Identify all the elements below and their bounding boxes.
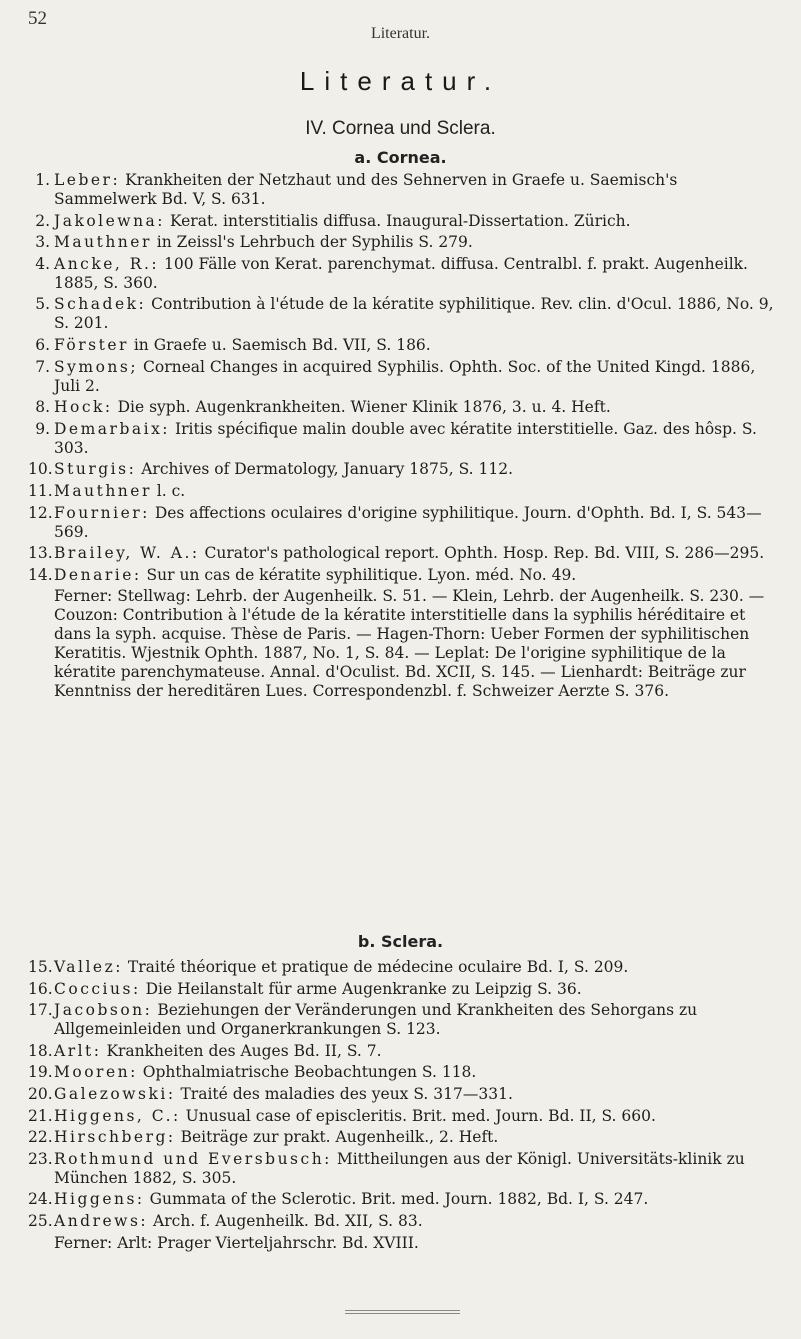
reference-entry xyxy=(28,958,783,977)
reference-text: Die Heilanstalt für arme Augenkranke zu Leipzig S. 36. xyxy=(140,979,582,998)
reference-text: 100 Fälle von Kerat. parenchymat. diffusa. Centralbl. f. prakt. Augenheilk. 1885, S. 360. xyxy=(54,254,748,292)
reference-text: Die syph. Augenkrankheiten. Wiener Klinik 1876, 3. u. 4. Heft. xyxy=(112,398,611,417)
reference-author: Schadek: xyxy=(54,295,147,314)
reference-text: Archives of Dermatology, January 1875, S. 112. xyxy=(136,460,514,479)
reference-author: Hirschberg: xyxy=(54,1128,176,1147)
reference-number: 11. xyxy=(28,481,53,500)
reference-entry xyxy=(28,1107,783,1126)
reference-number: 4. xyxy=(35,254,50,273)
reference-text: in Zeissl's Lehrbuch der Syphilis S. 279. xyxy=(151,233,473,252)
reference-number: 23. xyxy=(28,1149,53,1168)
closing-rule xyxy=(345,1310,460,1314)
reference-text: Traité théorique et pratique de médecine oculaire Bd. I, S. 209. xyxy=(123,958,629,976)
reference-number: 7. xyxy=(35,357,50,376)
reference-author: Demarbaix: xyxy=(54,419,171,438)
reference-entry xyxy=(28,1212,783,1231)
reference-entry xyxy=(28,358,783,396)
reference-author: Leber: xyxy=(54,171,121,189)
reference-entry xyxy=(28,1001,783,1039)
reference-author: Galezowski: xyxy=(54,1084,176,1103)
reference-author: Higgens: xyxy=(54,1190,145,1209)
reference-number: 24. xyxy=(28,1190,53,1209)
reference-entry xyxy=(28,255,783,293)
reference-list-cornea xyxy=(28,171,783,704)
further-references-note: Ferner: Stellwag: Lehrb. der Augenheilk. S. 51. — Klein, Lehrb. der Augenheilk. S. 230. — Couzon: Contribution à l'étude de la kératite interstitielle dans la syphilis héréditaire et dans la syph. acquise. Thèse de Paris. — Hagen-Thorn: Ueber Formen der syphilitischen Keratitis. Wjestnik Ophth. 1887, No. 1, S. 84. — Leplat: De l'origine syphilitique de la kératite parenchymateuse. Annal. d'Oculist. Bd. XCII, S. 145. — Lienhardt: Beiträge zur Kenntniss der hereditären Lues. Correspondenzbl. f. Schweizer Aerzte S. 376. xyxy=(54,587,765,701)
reference-entry xyxy=(28,233,783,252)
reference-number: 18. xyxy=(28,1041,53,1060)
reference-number: 8. xyxy=(35,398,50,417)
reference-text: Beziehungen der Veränderungen und Krankheiten des Sehorgans zu Allgemeinleiden und Organerkrankungen S. 123. xyxy=(54,1001,698,1039)
reference-entry xyxy=(28,295,783,333)
reference-author: Symons; xyxy=(54,357,139,376)
reference-author: Mauthner xyxy=(54,233,152,252)
reference-author: Fournier: xyxy=(54,503,150,522)
reference-entry xyxy=(28,544,783,563)
reference-entry xyxy=(28,1085,783,1104)
reference-author: Ancke, R.: xyxy=(54,254,160,273)
reference-text: Iritis spécifique malin double avec kératite interstitielle. Gaz. des hôsp. S. 303. xyxy=(54,419,757,457)
reference-entry xyxy=(28,482,783,501)
reference-author: Jacobson: xyxy=(54,1001,153,1020)
reference-entry xyxy=(28,171,783,209)
reference-text: Mittheilungen aus der Königl. Universitäts-klinik zu München 1882, S. 305. xyxy=(54,1149,745,1187)
reference-text: Unusual case of episcleritis. Brit. med. Journ. Bd. II, S. 660. xyxy=(180,1106,656,1125)
reference-entry xyxy=(28,336,783,355)
page-number: 52 xyxy=(28,8,47,29)
reference-author: Vallez: xyxy=(54,958,123,976)
reference-author: Higgens, C.: xyxy=(54,1106,181,1125)
reference-entry xyxy=(28,566,783,585)
reference-author: Rothmund und Eversbusch: xyxy=(54,1149,332,1168)
reference-text: Corneal Changes in acquired Syphilis. Ophth. Soc. of the United Kingd. 1886, Juli 2. xyxy=(54,357,756,395)
reference-number: 19. xyxy=(28,1063,53,1082)
reference-number: 25. xyxy=(28,1211,53,1230)
reference-author: Sturgis: xyxy=(54,460,137,479)
reference-author: Hock: xyxy=(54,398,113,417)
reference-number: 20. xyxy=(28,1084,53,1103)
reference-entry xyxy=(28,504,783,542)
reference-text: Krankheiten der Netzhaut und des Sehnerven in Graefe u. Saemisch's Sammelwerk Bd. V, S. 631. xyxy=(54,171,678,208)
reference-entry xyxy=(28,1042,783,1061)
section-heading: IV. Cornea und Sclera. xyxy=(305,118,496,139)
reference-number: 2. xyxy=(35,211,50,230)
page-title: Literatur. xyxy=(299,66,502,96)
reference-text: Kerat. interstitialis diffusa. Inaugural-Dissertation. Zürich. xyxy=(165,211,631,230)
reference-number: 15. xyxy=(28,958,53,976)
reference-author: Mooren: xyxy=(54,1063,138,1082)
reference-author: Coccius: xyxy=(54,979,141,998)
reference-entry xyxy=(28,980,783,999)
reference-number: 3. xyxy=(35,233,50,252)
reference-number: 1. xyxy=(35,171,50,189)
reference-number: 10. xyxy=(28,460,53,479)
reference-author: Brailey, W. A.: xyxy=(54,544,200,563)
reference-text: Beiträge zur prakt. Augenheilk., 2. Heft. xyxy=(175,1128,499,1147)
reference-author: Arlt: xyxy=(54,1041,102,1060)
reference-author: Mauthner xyxy=(54,481,152,500)
reference-list-sclera xyxy=(28,958,783,1255)
reference-text: Des affections oculaires d'origine syphilitique. Journ. d'Ophth. Bd. I, S. 543—569. xyxy=(54,503,762,541)
reference-number: 6. xyxy=(35,335,50,354)
running-head: Literatur. xyxy=(370,25,431,42)
reference-entry xyxy=(28,420,783,458)
reference-number: 21. xyxy=(28,1106,53,1125)
reference-text: Krankheiten des Auges Bd. II, S. 7. xyxy=(101,1041,382,1060)
reference-entry xyxy=(28,1128,783,1147)
reference-number: 14. xyxy=(28,565,53,584)
reference-number: 9. xyxy=(35,419,50,438)
reference-number: 13. xyxy=(28,544,53,563)
reference-number: 5. xyxy=(35,295,50,314)
subsection-heading-sclera: b. Sclera. xyxy=(357,932,444,951)
reference-entry xyxy=(28,460,783,479)
reference-number: 17. xyxy=(28,1001,53,1020)
reference-text: Sur un cas de kératite syphilitique. Lyon. méd. No. 49. xyxy=(141,565,577,584)
further-references-note: Ferner: Arlt: Prager Vierteljahrschr. Bd. XVIII. xyxy=(54,1233,419,1252)
reference-number: 12. xyxy=(28,503,53,522)
reference-text: in Graefe u. Saemisch Bd. VII, S. 186. xyxy=(128,335,431,354)
reference-text: Gummata of the Sclerotic. Brit. med. Journ. 1882, Bd. I, S. 247. xyxy=(144,1190,649,1209)
reference-text: Ophthalmiatrische Beobachtungen S. 118. xyxy=(137,1063,477,1082)
reference-entry xyxy=(28,1190,783,1209)
reference-author: Förster xyxy=(54,335,129,354)
reference-author: Jakolewna: xyxy=(54,211,166,230)
reference-entry xyxy=(28,1063,783,1082)
reference-entry xyxy=(28,398,783,417)
reference-number: 22. xyxy=(28,1128,53,1147)
reference-number: 16. xyxy=(28,979,53,998)
reference-author: Denarie: xyxy=(54,565,142,584)
reference-text: l. c. xyxy=(151,481,186,500)
subsection-heading-cornea: a. Cornea. xyxy=(354,148,447,167)
reference-entry xyxy=(28,1150,783,1188)
reference-text: Contribution à l'étude de la kératite syphilitique. Rev. clin. d'Ocul. 1886, No. 9, S. 201. xyxy=(54,295,774,333)
reference-text: Arch. f. Augenheilk. Bd. XII, S. 83. xyxy=(148,1211,423,1230)
reference-text: Traité des maladies des yeux S. 317—331. xyxy=(175,1084,513,1103)
reference-author: Andrews: xyxy=(54,1211,149,1230)
reference-text: Curator's pathological report. Ophth. Hosp. Rep. Bd. VIII, S. 286—295. xyxy=(199,544,765,563)
reference-entry xyxy=(28,212,783,231)
